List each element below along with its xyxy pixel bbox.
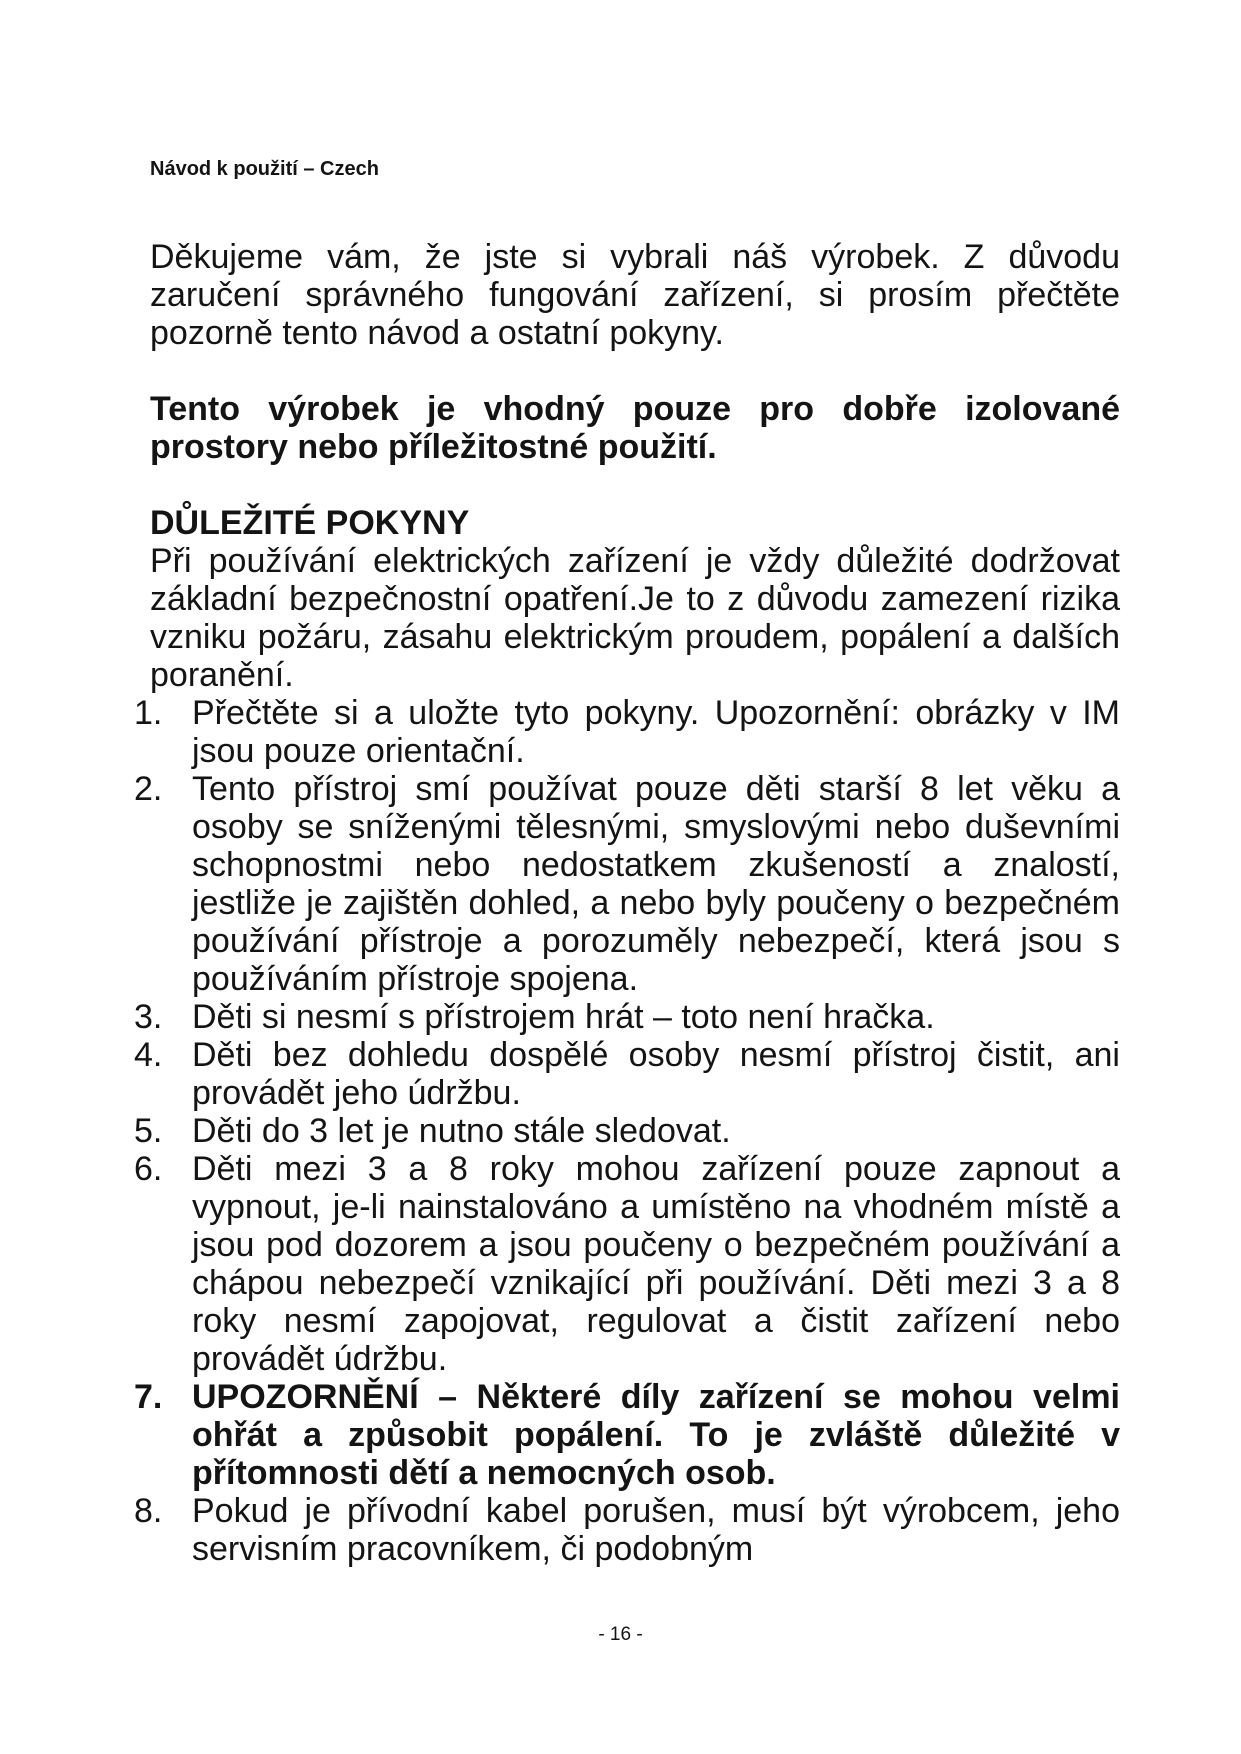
list-item	[134, 998, 1120, 1036]
item-number: 8.	[134, 1492, 163, 1530]
item-number: 7.	[134, 1378, 163, 1416]
page-header: Návod k použití – Czech	[150, 158, 379, 180]
item-number: 5.	[134, 1112, 163, 1150]
item-text: Děti do 3 let je nutno stále sledovat.	[192, 1112, 731, 1150]
list-item	[134, 1036, 1120, 1112]
item-text: UPOZORNĚNÍ – Některé díly zařízení se mohou velmi ohřát a způsobit popálení. To je zvláště důležité v přítomnosti dětí a nemocných osob.	[192, 1378, 1120, 1492]
list-item-warning	[134, 1378, 1120, 1492]
item-text: Pokud je přívodní kabel porušen, musí být výrobcem, jeho servisním pracovníkem, či podobným	[192, 1492, 1120, 1568]
item-text: Děti si nesmí s přístrojem hrát – toto není hračka.	[192, 998, 935, 1036]
list-item	[134, 770, 1120, 998]
item-number: 4.	[134, 1036, 163, 1074]
item-text: Děti bez dohledu dospělé osoby nesmí přístroj čistit, ani provádět jeho údržbu.	[192, 1036, 1120, 1112]
item-number: 6.	[134, 1150, 163, 1188]
page-content	[134, 238, 1120, 1568]
item-number: 1.	[134, 694, 163, 732]
section-heading: DŮLEŽITÉ POKYNY	[150, 504, 470, 542]
list-item	[134, 694, 1120, 770]
page-number: - 16 -	[598, 1624, 643, 1645]
item-number: 2.	[134, 770, 163, 808]
list-item	[134, 1150, 1120, 1378]
suitability-warning: Tento výrobek je vhodný pouze pro dobře izolované prostory nebo příležitostné použití.	[150, 390, 1120, 466]
item-text: Děti mezi 3 a 8 roky mohou zařízení pouze zapnout a vypnout, je-li nainstalováno a umístěno na vhodném místě a jsou pod dozorem a jsou poučeny o bezpečném používání a chápou nebezpečí vznikající při používání. Děti mezi 3 a 8 roky nesmí zapojovat, regulovat a čistit zařízení nebo provádět údržbu.	[192, 1150, 1120, 1378]
item-text: Tento přístroj smí používat pouze děti starší 8 let věku a osoby se sníženými tělesnými, smyslovými nebo duševními schopnostmi nebo nedostatkem zkušeností a znalostí, jestliže je zajištěn dohled, a nebo byly poučeny o bezpečném používání přístroje a porozuměly nebezpečí, která jsou s používáním přístroje spojena.	[192, 770, 1120, 998]
section-paragraph: Při používání elektrických zařízení je vždy důležité dodržovat základní bezpečnostní opatření.Je to z důvodu zamezení rizika vzniku požáru, zásahu elektrickým proudem, popálení a dalších poranění.	[150, 542, 1120, 694]
instruction-list	[134, 694, 1120, 1568]
list-item	[134, 1492, 1120, 1568]
item-text: Přečtěte si a uložte tyto pokyny. Upozornění: obrázky v IM jsou pouze orientační.	[192, 694, 1120, 770]
list-item	[134, 1112, 1120, 1150]
intro-paragraph: Děkujeme vám, že jste si vybrali náš výrobek. Z důvodu zaručení správného fungování zařízení, si prosím přečtěte pozorně tento návod a ostatní pokyny.	[150, 238, 1120, 352]
item-number: 3.	[134, 998, 163, 1036]
